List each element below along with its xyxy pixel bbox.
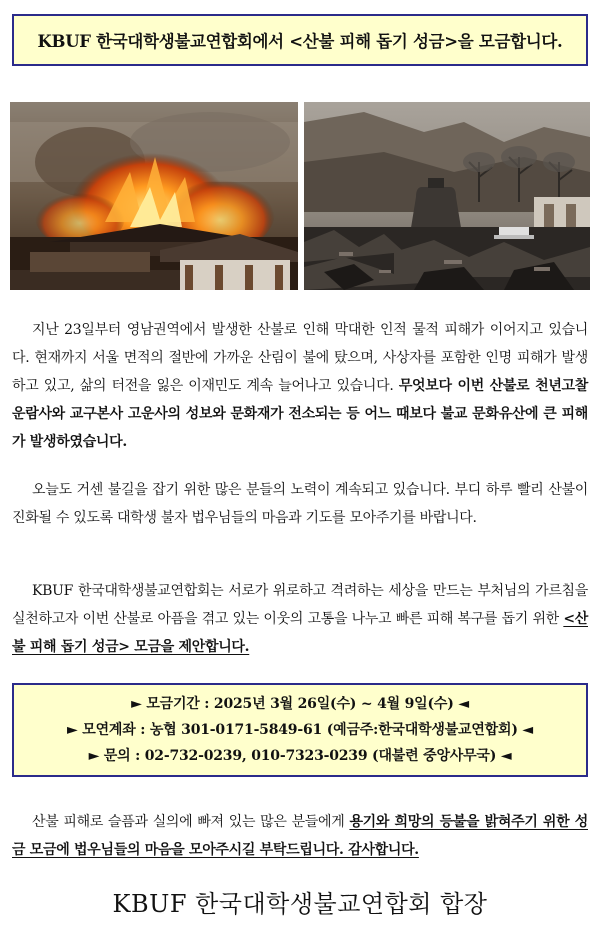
paragraph-proposal-emphasis: <산불 피해 돕기 성금> 모금을 제안합니다. [12, 611, 588, 655]
page-title: KBUF 한국대학생불교연합회에서 <산불 피해 돕기 성금>을 모금합니다. [37, 32, 563, 51]
paragraph-proposal-text: KBUF 한국대학생불교연합회는 서로가 위로하고 격려하는 세상을 만드는 부처님의 가르침을 실천하고자 이번 산불로 아픔을 겪고 있는 이웃의 고통을 나누고 빠른 피해 복구를 돕기 위한 [12, 583, 588, 627]
donation-contact: ► 문의 : 02-732-0239, 010-7323-0239 (대불련 중앙사무국) ◄ [88, 748, 512, 764]
burning-temple-photo [10, 102, 298, 290]
paragraph-proposal [12, 577, 588, 661]
paragraph-damage-text: 지난 23일부터 영남권역에서 발생한 산불로 인해 막대한 인적 물적 피해가 이어지고 있습니다. 현재까지 서울 면적의 절반에 가까운 산림이 불에 탔으며, 사상자를 포함한 인명 피해가 발생하고 있고, 삶의 터전을 잃은 이재민도 계속 늘어나고 있습니다. [12, 322, 588, 394]
paragraph-prayer [12, 476, 588, 532]
donation-period: ► 모금기간 : 2025년 3월 26일(수) ~ 4월 9일(수) ◄ [131, 696, 469, 712]
burned-ruins-photo [304, 102, 590, 290]
paragraph-closing-emphasis: 용기와 희망의 등불을 밝혀주기 위한 성금 모금에 법우님들의 마음을 모아주시길 부탁드립니다. 감사합니다. [12, 814, 588, 858]
donation-info-box [12, 683, 588, 777]
paragraph-damage-report [12, 316, 588, 456]
paragraph-damage-emphasis: 무엇보다 이번 산불로 천년고찰 운람사와 교구본사 고운사의 성보와 문화재가 전소되는 등 어느 때보다 불교 문화유산에 큰 피해가 발생하였습니다. [12, 378, 588, 450]
photo-row [10, 102, 590, 290]
paragraph-prayer-text: 오늘도 거센 불길을 잡기 위한 많은 분들의 노력이 계속되고 있습니다. 부디 하루 빨리 산불이 진화될 수 있도록 대학생 불자 법우님들의 마음과 기도를 모아주기를 바랍니다. [12, 482, 588, 526]
title-banner [12, 14, 588, 66]
paragraph-closing [12, 808, 588, 864]
signature: KBUF 한국대학생불교연합회 합장 [112, 890, 488, 918]
paragraph-closing-text: 산불 피해로 슬픔과 실의에 빠져 있는 많은 분들에게 [32, 814, 350, 830]
donation-account: ► 모연계좌 : 농협 301-0171-5849-61 (예금주:한국대학생불교연합회) ◄ [67, 722, 533, 738]
